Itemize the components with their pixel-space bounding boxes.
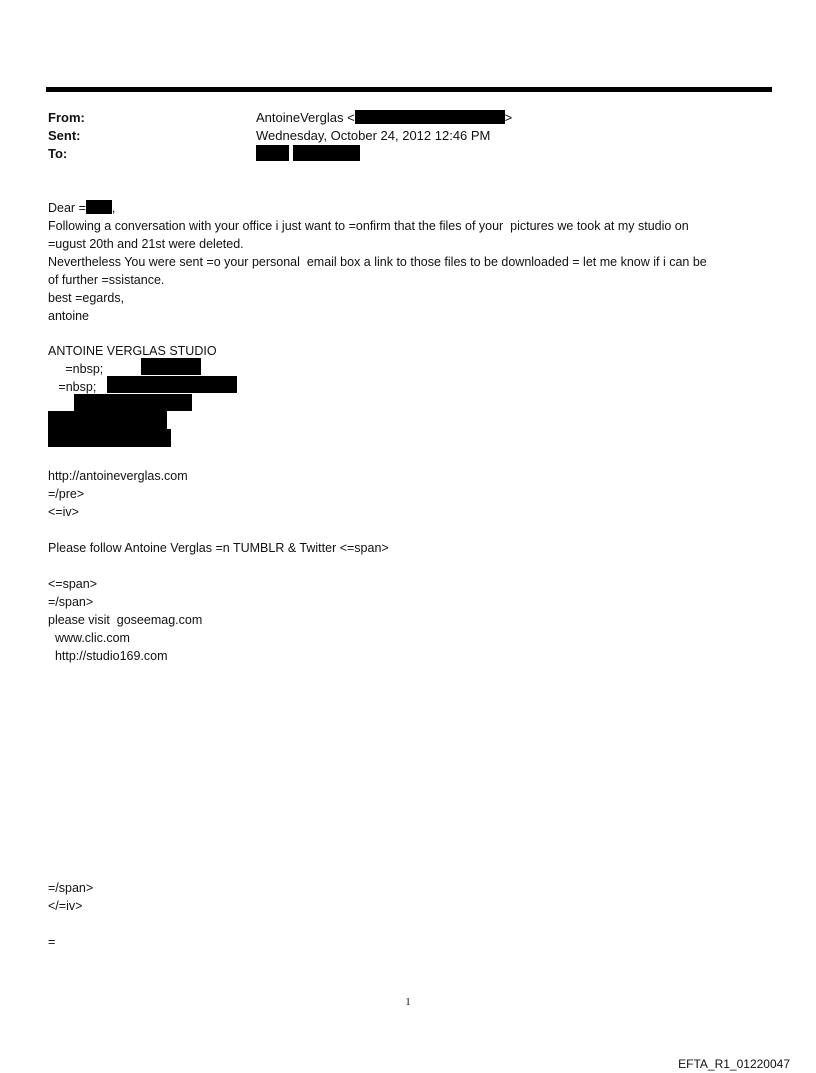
from-name: AntoineVerglas <: [256, 110, 355, 125]
studio-name: ANTOINE VERGLAS STUDIO: [48, 344, 217, 358]
from-label: From:: [48, 110, 85, 125]
redaction-box: [355, 110, 505, 124]
bates-number: EFTA_R1_01220047: [678, 1057, 790, 1071]
redaction-box: [48, 429, 171, 447]
redaction-box: [48, 411, 167, 429]
markup-line: =: [48, 935, 56, 949]
sent-value: Wednesday, October 24, 2012 12:46 PM: [256, 128, 491, 143]
visit-line: please visit goseemag.com: [48, 613, 203, 627]
redaction-box: [86, 200, 112, 214]
signature: antoine: [48, 309, 90, 323]
website-url: http://studio169.com: [48, 649, 168, 663]
greeting-prefix: Dear =: [48, 201, 86, 215]
website-url: www.clic.com: [48, 631, 130, 645]
to-label: To:: [48, 146, 68, 161]
markup-line: <=span>: [48, 577, 98, 591]
markup-line: =/span>: [48, 881, 94, 895]
markup-line: </=iv>: [48, 899, 83, 913]
website-url: http://antoineverglas.com: [48, 469, 188, 483]
redaction-box: [293, 145, 360, 161]
sent-label: Sent:: [48, 128, 81, 143]
body-line: =ugust 20th and 21st were deleted.: [48, 237, 244, 251]
markup-line: <=iv>: [48, 505, 79, 519]
page-number: 1: [405, 996, 411, 1008]
header-rule: [46, 87, 772, 92]
from-value: [256, 109, 512, 127]
nbsp-line: =nbsp;: [48, 380, 97, 394]
body-line: Following a conversation with your office i just want to =onfirm that the files of your pictures we took at my studio on: [48, 219, 689, 233]
body-line: Nevertheless You were sent =o your personal email box a link to those files to be downloaded = let me know if i can be: [48, 255, 707, 269]
redaction-box: [74, 394, 192, 411]
nbsp-line: =nbsp;: [48, 362, 104, 376]
follow-line: Please follow Antoine Verglas =n TUMBLR & Twitter <=span>: [48, 541, 389, 555]
markup-line: =/span>: [48, 595, 94, 609]
body-line: of further =ssistance.: [48, 273, 165, 287]
body-line: best =egards,: [48, 291, 125, 305]
from-suffix: >: [504, 110, 513, 125]
redaction-box: [256, 145, 289, 161]
redaction-box: [141, 358, 201, 375]
redaction-box: [107, 376, 237, 393]
greeting-suffix: ,: [111, 201, 116, 215]
markup-line: =/pre>: [48, 487, 85, 501]
greeting: [48, 199, 115, 217]
